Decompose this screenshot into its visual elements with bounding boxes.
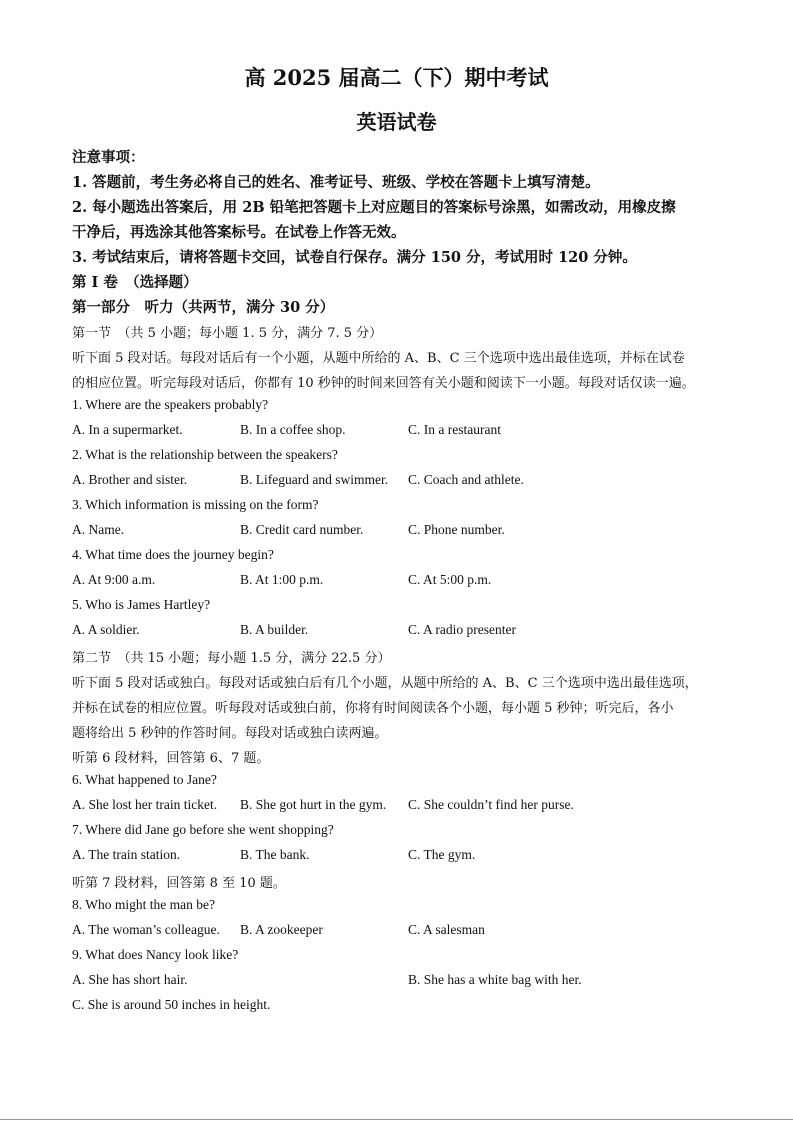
- q6-option-b: B. She got hurt in the gym.: [240, 797, 387, 812]
- q8-option-b: B. A zookeeper: [240, 922, 323, 937]
- section1-heading: 第一节 （共 5 小题；每小题 1. 5 分，满分 7. 5 分）: [72, 326, 383, 341]
- q8-option-c: C. A salesman: [408, 922, 485, 937]
- notice-item-1: 1. 答题前，考生务必将自己的姓名、准考证号、班级、学校在答题卡上填写清楚。: [72, 174, 600, 191]
- q3-option-a: A. Name.: [72, 522, 125, 537]
- question-6: 6. What happened to Jane?: [72, 772, 217, 787]
- q9-option-a: A. She has short hair.: [72, 972, 188, 987]
- q1-option-b: B. In a coffee shop.: [240, 422, 346, 437]
- question-9: 9. What does Nancy look like?: [72, 947, 239, 962]
- q2-option-b: B. Lifeguard and swimmer.: [240, 472, 389, 487]
- page-bottom-rule: [0, 1119, 793, 1120]
- q2-option-a: A. Brother and sister.: [72, 472, 188, 487]
- q1-option-c: C. In a restaurant: [408, 422, 501, 437]
- q7-option-c: C. The gym.: [408, 847, 476, 862]
- q7-option-b: B. The bank.: [240, 847, 310, 862]
- q4-option-b: B. At 1:00 p.m.: [240, 572, 324, 587]
- q5-option-a: A. A soldier.: [72, 622, 140, 637]
- notice-item-2: 2. 每小题选出答案后，用 2B 铅笔把答题卡上对应题目的答案标号涂黑，如需改动，用橡皮擦: [72, 199, 676, 216]
- q3-option-b: B. Credit card number.: [240, 522, 364, 537]
- section1-instructions-2: 的相应位置。听完每段对话后，你都有 10 秒钟的时间来回答有关小题和阅读下一小题。每段对话仅读一遍。: [72, 376, 695, 391]
- q2-option-c: C. Coach and athlete.: [408, 472, 524, 487]
- q6-option-a: A. She lost her train ticket.: [72, 797, 218, 812]
- question-3: 3. Which information is missing on the form?: [72, 497, 319, 512]
- volume-heading: 第 I 卷 （选择题）: [72, 274, 198, 291]
- question-7: 7. Where did Jane go before she went shopping?: [72, 822, 334, 837]
- exam-subtitle: 英语试卷: [356, 110, 437, 134]
- q7-option-a: A. The train station.: [72, 847, 181, 862]
- q4-option-c: C. At 5:00 p.m.: [408, 572, 492, 587]
- notice-item-2-cont: 干净后，再选涂其他答案标号。在试卷上作答无效。: [72, 224, 406, 241]
- question-2: 2. What is the relationship between the speakers?: [72, 447, 338, 462]
- section2-instructions-3: 题将给出 5 秒钟的作答时间。每段对话或独白读两遍。: [72, 726, 388, 741]
- section2-instructions-1: 听下面 5 段对话或独白。每段对话或独白后有几个小题，从题中所给的 A、B、C 三个选项中选出最佳选项，: [72, 676, 698, 691]
- question-5: 5. Who is James Hartley?: [72, 597, 211, 612]
- notice-item-3: 3. 考试结束后，请将答题卡交回，试卷自行保存。满分 150 分，考试用时 120 分钟。: [72, 249, 637, 266]
- section1-instructions-1: 听下面 5 段对话。每段对话后有一个小题，从题中所给的 A、B、C 三个选项中选出最佳选项，并标在试卷: [72, 351, 685, 366]
- part1-heading: 第一部分 听力（共两节，满分 30 分）: [72, 299, 335, 316]
- q4-option-a: A. At 9:00 a.m.: [72, 572, 156, 587]
- question-4: 4. What time does the journey begin?: [72, 547, 274, 562]
- material-7-heading: 听第 7 段材料，回答第 8 至 10 题。: [72, 876, 286, 891]
- q5-option-b: B. A builder.: [240, 622, 309, 637]
- q5-option-c: C. A radio presenter: [408, 622, 516, 637]
- material-6-heading: 听第 6 段材料，回答第 6、7 题。: [72, 751, 270, 766]
- q3-option-c: C. Phone number.: [408, 522, 505, 537]
- section2-instructions-2: 并标在试卷的相应位置。听每段对话或独白前，你将有时间阅读各个小题，每小题 5 秒钟；听完后，各小: [72, 701, 674, 716]
- section2-heading: 第二节 （共 15 小题；每小题 1.5 分，满分 22.5 分）: [72, 651, 391, 666]
- notice-heading: 注意事项：: [72, 149, 145, 166]
- q6-option-c: C. She couldn’t find her purse.: [408, 797, 574, 812]
- question-8: 8. Who might the man be?: [72, 897, 215, 912]
- q9-option-b: B. She has a white bag with her.: [408, 972, 582, 987]
- question-1: 1. Where are the speakers probably?: [72, 397, 269, 412]
- q1-option-a: A. In a supermarket.: [72, 422, 183, 437]
- exam-title: 高 2025 届高二（下）期中考试: [244, 65, 549, 90]
- q9-option-c: C. She is around 50 inches in height.: [72, 997, 271, 1012]
- q8-option-a: A. The woman’s colleague.: [72, 922, 220, 937]
